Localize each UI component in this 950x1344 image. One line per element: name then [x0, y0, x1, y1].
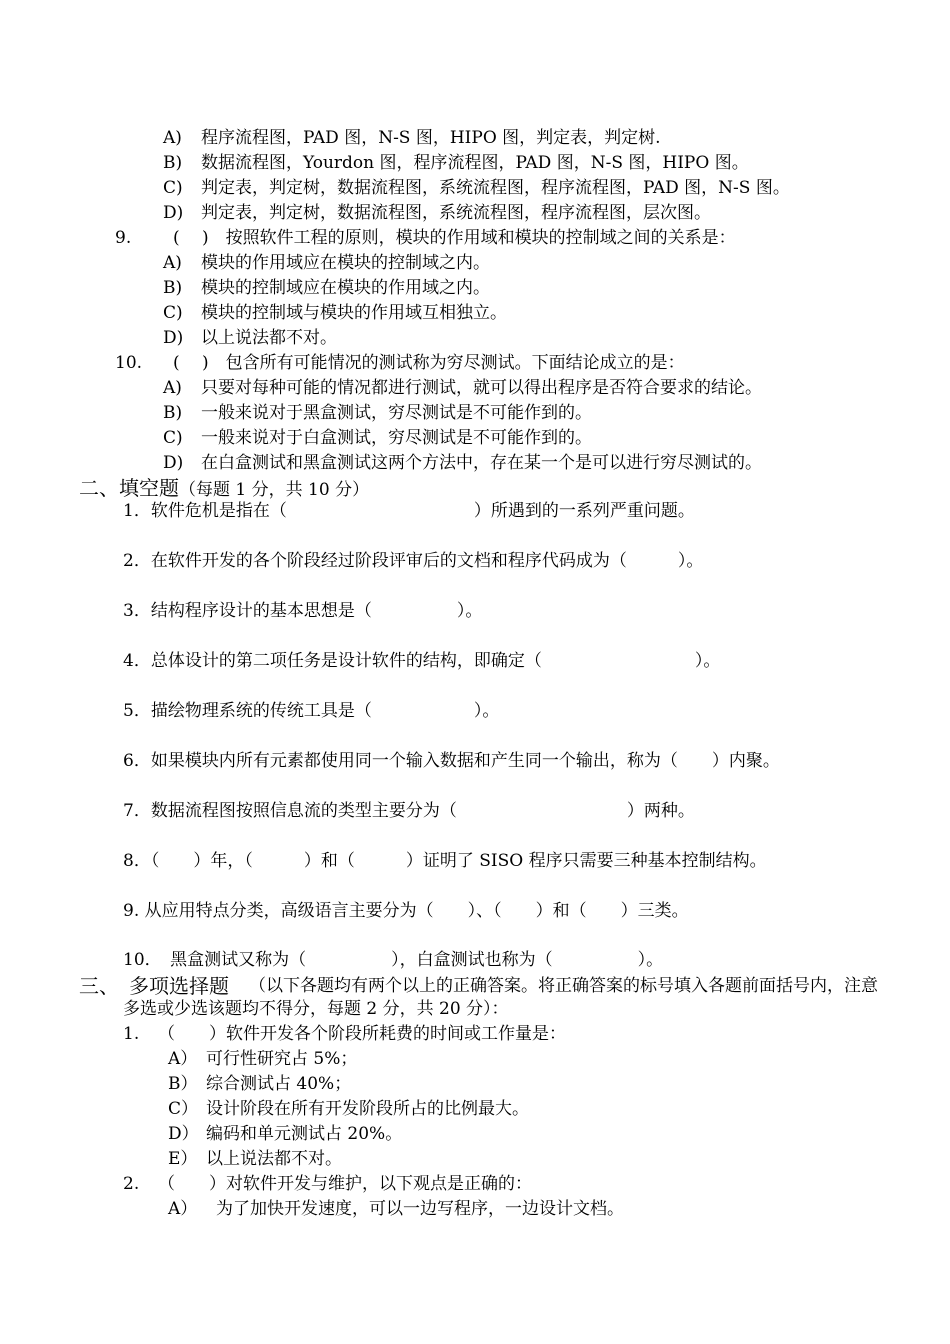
- q9-option-a-text: 模块的作用域应在模块的控制域之内。: [201, 253, 490, 273]
- q10-option-c-text: 一般来说对于白盒测试，穷尽测试是不可能作到的。: [201, 428, 592, 448]
- fill-item-9: 9. 从应用特点分类，高级语言主要分为（ ）、（ ）和（ ）三类。: [123, 901, 689, 921]
- q9-option-c-text: 模块的控制域与模块的作用域互相独立。: [201, 303, 507, 323]
- mc-q2-option-a-text: 为了加快开发速度，可以一边写程序，一边设计文档。: [216, 1199, 624, 1219]
- fill-item-1: 1．软件危机是指在（ ）所遇到的一系列严重问题。: [123, 501, 695, 521]
- mc-q2-option-a-label: A）: [168, 1199, 198, 1219]
- mc-q1-option-c-text: 设计阶段在所有开发阶段所占的比例最大。: [206, 1099, 529, 1119]
- q8-option-d-text: 判定表，判定树，数据流程图，系统流程图，程序流程图，层次图。: [201, 203, 711, 223]
- mc-q1-option-a-label: A）: [168, 1049, 198, 1069]
- mc-q1-option-e-text: 以上说法都不对。: [206, 1149, 342, 1169]
- fill-item-3: 3．结构程序设计的基本思想是（ ）。: [123, 601, 483, 621]
- q8-option-d-label: D): [163, 203, 184, 223]
- q10-option-a-label: A): [163, 378, 182, 398]
- mc-q1-stem: （ ）软件开发各个阶段所耗费的时间或工作量是：: [158, 1024, 566, 1044]
- q9-option-a-label: A): [163, 253, 182, 273]
- mc-q2-number: 2.: [123, 1174, 140, 1194]
- mc-q1-option-d-label: D）: [168, 1124, 199, 1144]
- fill-item-4: 4．总体设计的第二项任务是设计软件的结构，即确定（ ）。: [123, 651, 721, 671]
- section2-heading: [79, 475, 369, 503]
- fill-item-2: 2．在软件开发的各个阶段经过阶段评审后的文档和程序代码成为（ ）。: [123, 551, 704, 571]
- q9-number: 9.: [115, 228, 132, 248]
- q9-option-b-label: B): [163, 278, 183, 298]
- q8-option-a-text: 程序流程图，PAD 图，N-S 图，HIPO 图，判定表，判定树.: [201, 128, 661, 148]
- mc-q1-option-b-text: 综合测试占 40%；: [206, 1074, 352, 1094]
- q10-option-c-label: C): [163, 428, 183, 448]
- q10-number: 10.: [115, 353, 143, 373]
- q8-option-c-label: C): [163, 178, 183, 198]
- q8-option-b-text: 数据流程图，Yourdon 图，程序流程图，PAD 图，N-S 图，HIPO 图。: [201, 153, 749, 173]
- section3-note: （以下各题均有两个以上的正确答案。将正确答案的标号填入各题前面括号内，注意多选或少选该题均不得分，每题 2 分，共 20 分）：: [123, 976, 878, 1019]
- fill-item-7: 7．数据流程图按照信息流的类型主要分为（ ）两种。: [123, 801, 695, 821]
- q9-option-b-text: 模块的控制域应在模块的作用域之内。: [201, 278, 490, 298]
- q10-option-b-label: B): [163, 403, 183, 423]
- q10-stem: ( ) 包含所有可能情况的测试称为穷尽测试。下面结论成立的是：: [173, 353, 685, 373]
- q10-option-d-text: 在白盒测试和黑盒测试这两个方法中，存在某一个是可以进行穷尽测试的。: [201, 453, 762, 473]
- mc-q1-option-e-label: E）: [168, 1149, 198, 1169]
- mc-q1-option-d-text: 编码和单元测试占 20%。: [206, 1124, 403, 1144]
- section2-title: 二、填空题: [79, 476, 179, 500]
- q8-option-b-label: B): [163, 153, 183, 173]
- q9-option-d-label: D): [163, 328, 184, 348]
- q8-option-c-text: 判定表，判定树，数据流程图，系统流程图，程序流程图，PAD 图，N-S 图。: [201, 178, 790, 198]
- q10-option-a-text: 只要对每种可能的情况都进行测试，就可以得出程序是否符合要求的结论。: [201, 378, 762, 398]
- mc-q1-option-b-label: B）: [168, 1074, 198, 1094]
- fill-item-5: 5．描绘物理系统的传统工具是（ ）。: [123, 701, 500, 721]
- fill-item-10: 10． 黑盒测试又称为（ ），白盒测试也称为（ ）。: [123, 950, 664, 970]
- section3-title: 三、 多项选择题: [79, 974, 229, 998]
- mc-q1-option-c-label: C）: [168, 1099, 199, 1119]
- q9-option-d-text: 以上说法都不对。: [201, 328, 337, 348]
- mc-q1-option-a-text: 可行性研究占 5%；: [206, 1049, 358, 1069]
- q10-option-d-label: D): [163, 453, 184, 473]
- q9-stem: ( ) 按照软件工程的原则，模块的作用域和模块的控制域之间的关系是：: [173, 228, 736, 248]
- q8-option-a-label: A): [163, 128, 182, 148]
- mc-q2-stem: （ ）对软件开发与维护，以下观点是正确的：: [158, 1174, 532, 1194]
- section2-note: （每题 1 分，共 10 分）: [179, 480, 370, 500]
- q10-option-b-text: 一般来说对于黑盒测试，穷尽测试是不可能作到的。: [201, 403, 592, 423]
- fill-item-6: 6．如果模块内所有元素都使用同一个输入数据和产生同一个输出，称为（ ）内聚。: [123, 751, 780, 771]
- q9-option-c-label: C): [163, 303, 183, 323]
- fill-item-8: 8．（ ）年，（ ）和（ ）证明了 SISO 程序只需要三种基本控制结构。: [123, 851, 767, 871]
- mc-q1-number: 1.: [123, 1024, 140, 1044]
